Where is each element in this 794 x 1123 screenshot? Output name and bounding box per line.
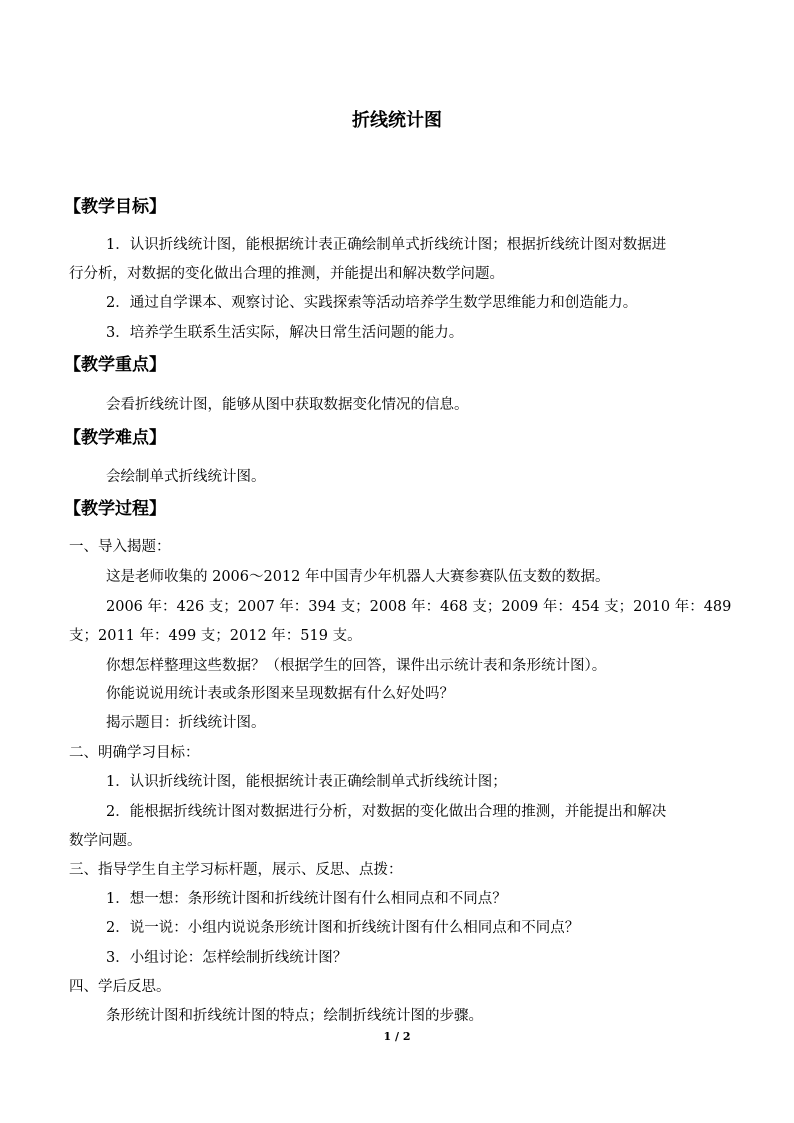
section-heading-key-points: 【教学重点】 bbox=[64, 355, 166, 375]
process-1-line-2a: 2006 年：426 支；2007 年：394 支；2008 年：468 支；2009 年：454 支；2010 年：489 bbox=[106, 599, 732, 615]
goal-3-line: 3．培养学生联系生活实际，解决日常生活问题的能力。 bbox=[106, 325, 464, 341]
section-heading-process: 【教学过程】 bbox=[64, 499, 166, 519]
difficulties-text: 会绘制单式折线统计图。 bbox=[106, 469, 266, 485]
goal-1-line-b: 行分析，对数据的变化做出合理的推测，并能提出和解决数学问题。 bbox=[69, 266, 504, 282]
process-3-heading: 三、指导学生自主学习标杆题，展示、反思、点拨： bbox=[69, 862, 403, 878]
goal-1-line-a: 1．认识折线统计图，能根据统计表正确绘制单式折线统计图；根据折线统计图对数据进 bbox=[106, 237, 667, 253]
process-2-line-2b: 数学问题。 bbox=[69, 833, 142, 849]
process-3-line-3: 3．小组讨论：怎样绘制折线统计图？ bbox=[106, 950, 348, 966]
process-1-line-3: 你想怎样整理这些数据？（根据学生的回答，课件出示统计表和条形统计图）。 bbox=[106, 658, 607, 674]
section-heading-goals: 【教学目标】 bbox=[64, 197, 166, 217]
page-number: 1 / 2 bbox=[383, 1030, 411, 1043]
process-1-heading: 一、导入揭题： bbox=[69, 539, 171, 555]
process-4-line-1: 条形统计图和折线统计图的特点；绘制折线统计图的步骤。 bbox=[106, 1008, 483, 1024]
process-1-line-1: 这是老师收集的 2006～2012 年中国青少年机器人大赛参赛队伍支数的数据。 bbox=[106, 569, 610, 585]
process-3-line-1: 1．想一想：条形统计图和折线统计图有什么相同点和不同点？ bbox=[106, 891, 507, 907]
section-heading-difficulties: 【教学难点】 bbox=[64, 428, 166, 448]
process-1-line-2b: 支；2011 年：499 支；2012 年：519 支。 bbox=[69, 628, 362, 644]
process-2-line-1: 1．认识折线统计图，能根据统计表正确绘制单式折线统计图； bbox=[106, 774, 507, 790]
process-1-line-4: 你能说说用统计表或条形图来呈现数据有什么好处吗？ bbox=[106, 686, 454, 702]
page-title: 折线统计图 bbox=[352, 110, 442, 131]
process-4-heading: 四、学后反思。 bbox=[69, 979, 171, 995]
key-points-text: 会看折线统计图，能够从图中获取数据变化情况的信息。 bbox=[106, 397, 469, 413]
process-2-heading: 二、明确学习目标： bbox=[69, 745, 200, 761]
process-2-line-2a: 2．能根据折线统计图对数据进行分析，对数据的变化做出合理的推测，并能提出和解决 bbox=[106, 804, 667, 820]
goal-2-line: 2．通过自学课本、观察讨论、实践探索等活动培养学生数学思维能力和创造能力。 bbox=[106, 295, 638, 311]
process-1-line-5: 揭示题目：折线统计图。 bbox=[106, 715, 266, 731]
process-3-line-2: 2．说一说：小组内说说条形统计图和折线统计图有什么相同点和不同点？ bbox=[106, 920, 580, 936]
